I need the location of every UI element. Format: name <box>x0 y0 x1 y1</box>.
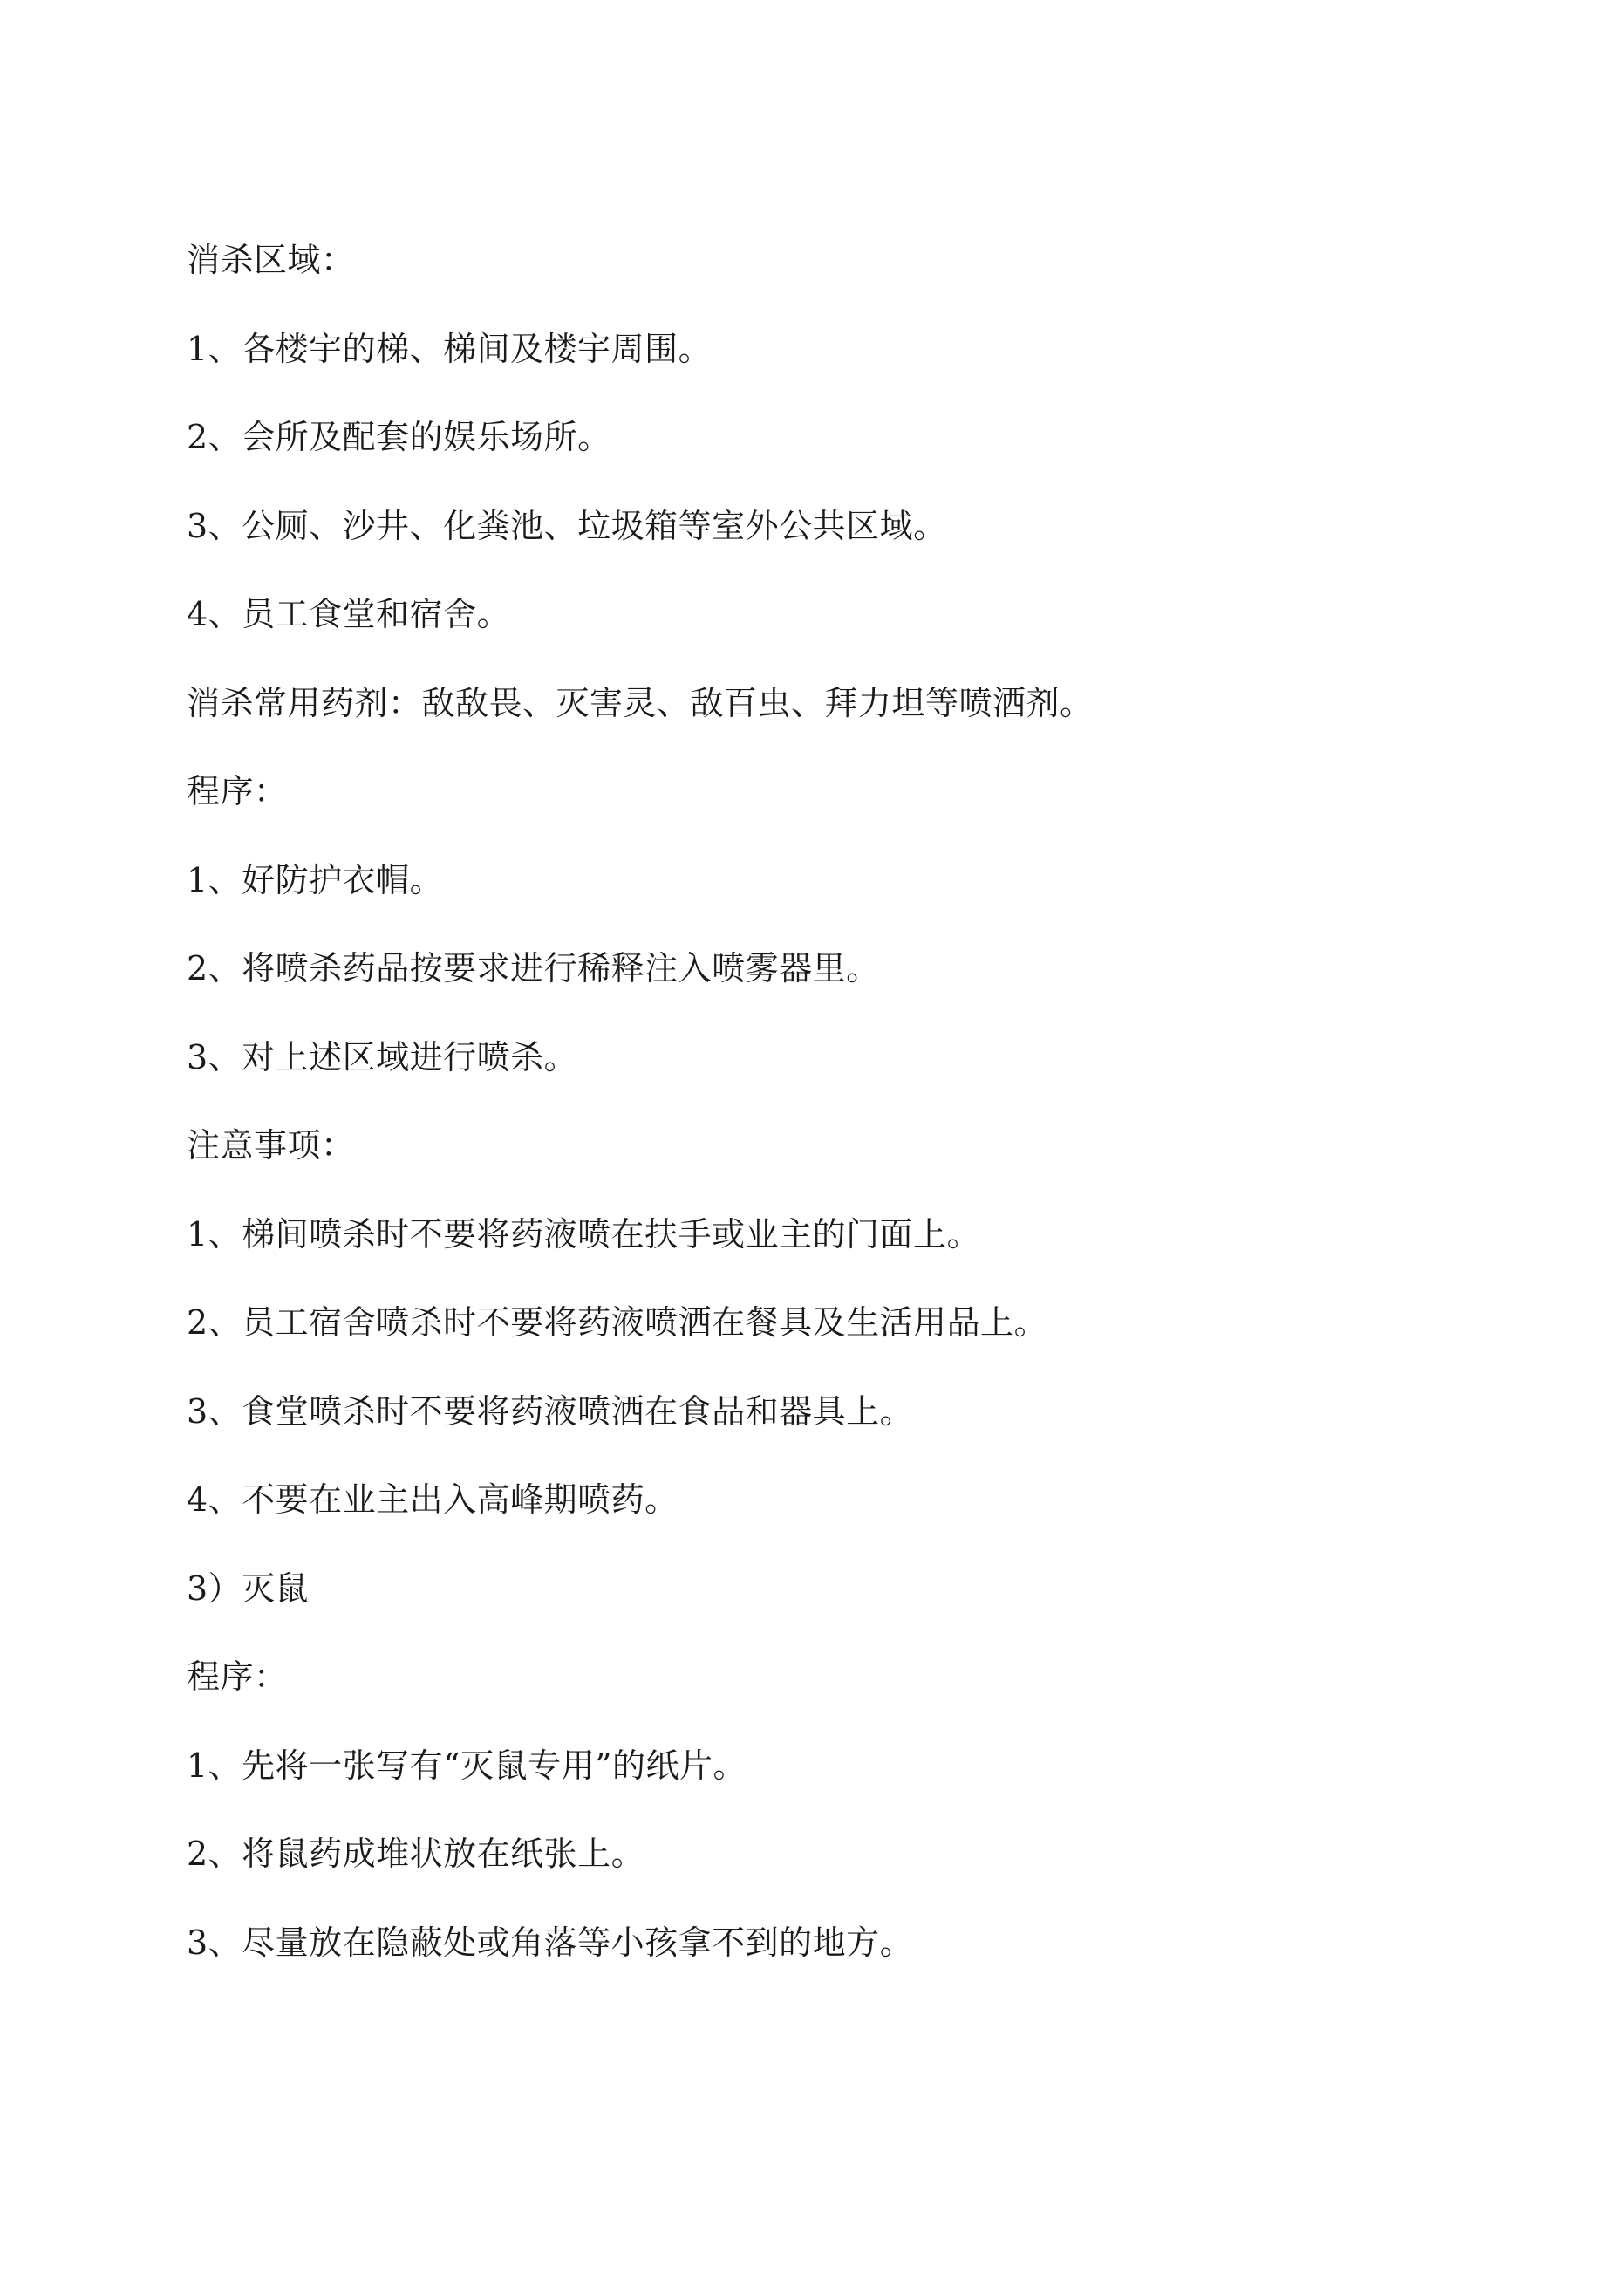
paragraph-common-chemicals: 消杀常用药剂：敌敌畏、灭害灵、敌百虫、拜力坦等喷洒剂。 <box>187 683 1094 722</box>
section-heading-rodent-control: 3）灭鼠 <box>187 1568 310 1608</box>
section-heading-procedure: 程序： <box>187 1657 288 1696</box>
list-item: 4、不要在业主出入高峰期喷药。 <box>187 1480 679 1519</box>
list-item: 1、梯间喷杀时不要将药液喷在扶手或业主的门面上。 <box>187 1214 981 1254</box>
list-item: 4、员工食堂和宿舍。 <box>187 595 511 633</box>
list-item: 1、先将一张写有“灭鼠专用”的纸片。 <box>187 1746 747 1785</box>
list-item: 2、将鼠药成堆状放在纸张上。 <box>187 1835 645 1873</box>
list-item: 3、尽量放在隐蔽处或角落等小孩拿不到的地方。 <box>187 1923 914 1962</box>
section-heading-procedure: 程序： <box>187 772 288 810</box>
list-item: 3、食堂喷杀时不要将药液喷洒在食品和器具上。 <box>187 1391 914 1431</box>
list-item: 1、各楼宇的梯、梯间及楼宇周围。 <box>187 329 713 368</box>
list-item: 2、会所及配套的娱乐场所。 <box>187 418 611 456</box>
list-item: 3、对上述区域进行喷杀。 <box>187 1037 578 1076</box>
list-item: 1、好防护衣帽。 <box>187 860 444 899</box>
document-body <box>187 216 1442 1987</box>
list-item: 3、公厕、沙井、化粪池、垃圾箱等室外公共区域。 <box>187 506 947 545</box>
section-heading-precautions: 注意事项： <box>187 1126 355 1165</box>
list-item: 2、员工宿舍喷杀时不要将药液喷洒在餐具及生活用品上。 <box>187 1303 1048 1342</box>
list-item: 2、将喷杀药品按要求进行稀释注入喷雾器里。 <box>187 949 880 987</box>
section-heading-disinfection-areas: 消杀区域： <box>187 241 355 279</box>
